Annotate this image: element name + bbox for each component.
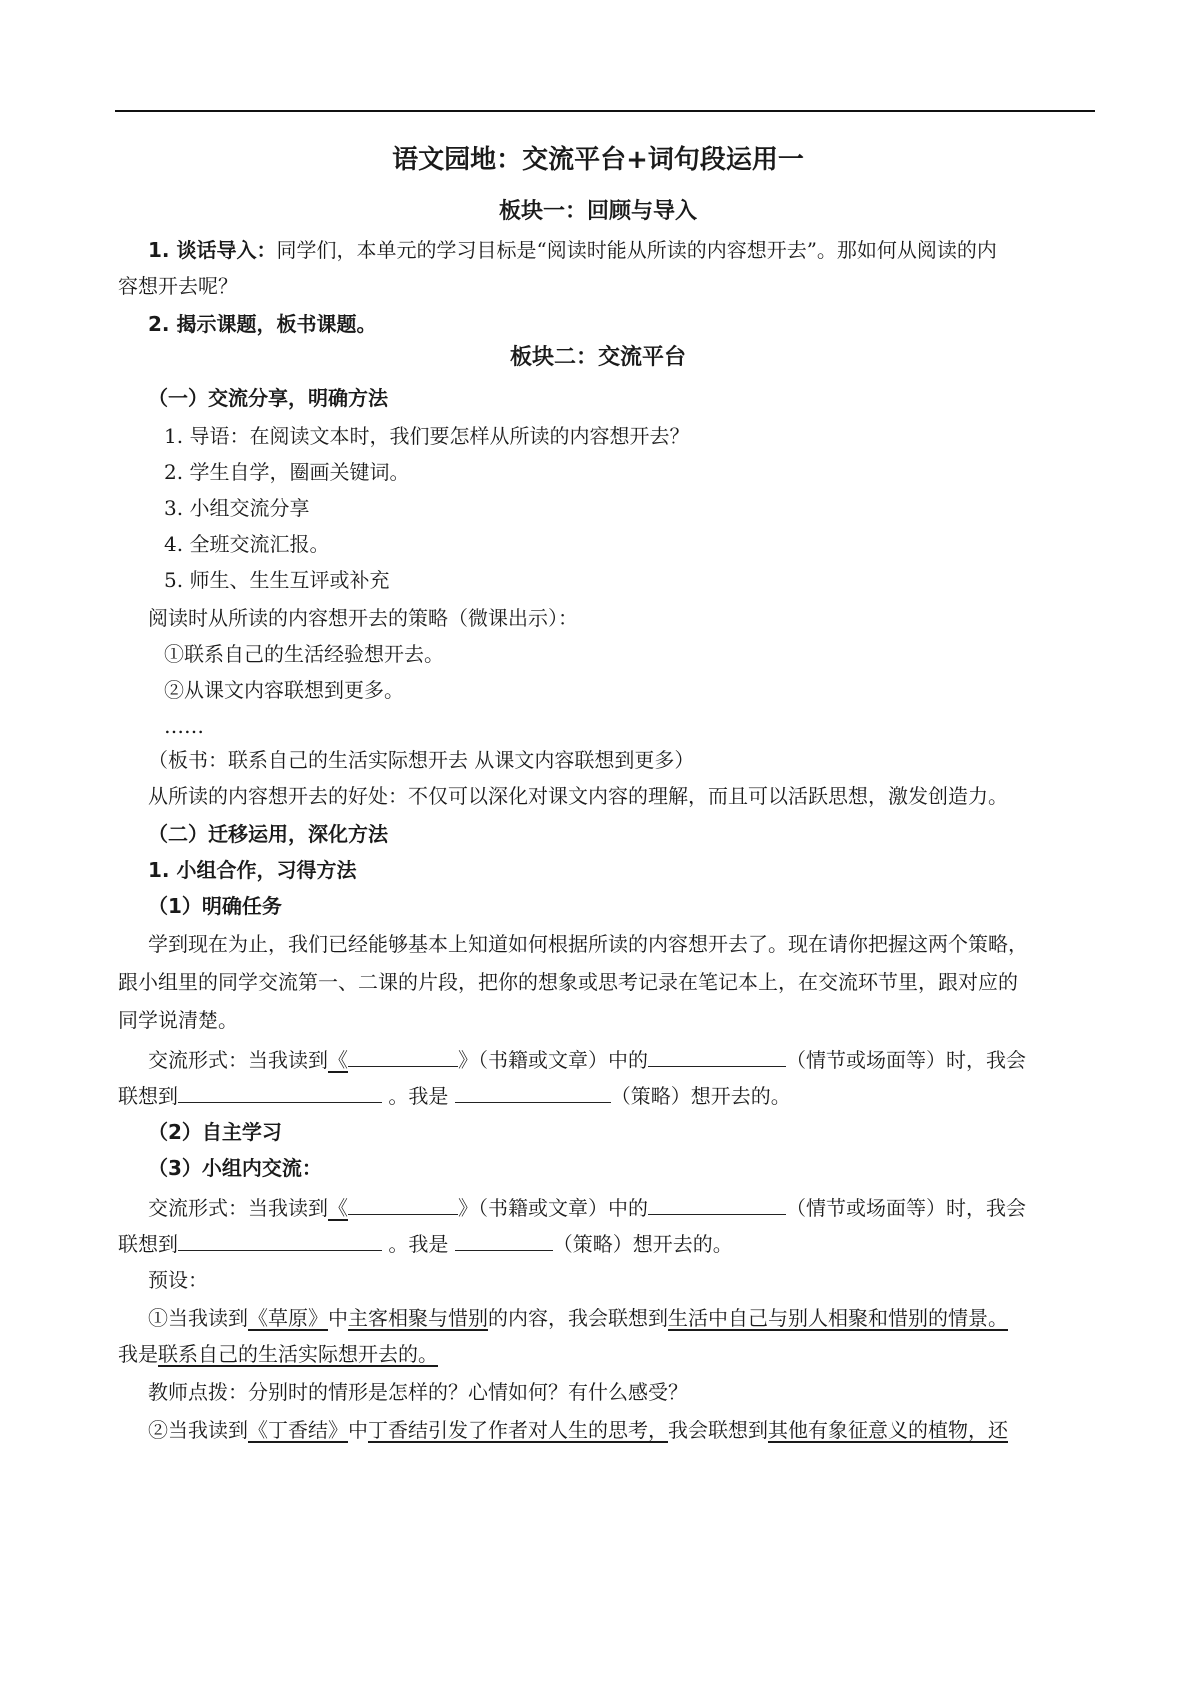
section1-heading: 板块一：回顾与导入 (498, 199, 697, 224)
scene-blank[interactable] (648, 1194, 786, 1215)
preset2-scene: 丁香结引发了作者对人生的思考， (368, 1418, 668, 1442)
form-line2-suffix: （策略）想开去的。 (610, 1084, 791, 1108)
ellipsis: …… (164, 714, 204, 738)
preset1-scene: 主客相聚与惜别 (348, 1306, 488, 1330)
scene-blank[interactable] (648, 1046, 786, 1067)
task-text-line: 跟小组里的同学交流第一、二课的片段，把你的想象或思考记录在笔记本上，在交流环节里，跟对应的 (118, 970, 1018, 994)
preset1-text-b: 中 (328, 1306, 348, 1330)
preset-label: 预设： (148, 1268, 208, 1292)
book-note: （书籍或文章）中的 (478, 1196, 648, 1220)
form-line2-prefix: 联想到 (118, 1232, 178, 1256)
strategy-item: ①联系自己的生活经验想开去。 (164, 642, 444, 666)
task-text-line: 学到现在为止，我们已经能够基本上知道如何根据所读的内容想开去了。现在请你把握这两个策略， (148, 932, 1028, 956)
book-close-bracket: 》 (458, 1196, 478, 1220)
form-line2-prefix: 联想到 (118, 1084, 178, 1108)
section2-heading: 板块二：交流平台 (509, 345, 686, 370)
book-note: （书籍或文章）中的 (478, 1048, 648, 1072)
exchange-form-line1 (148, 1046, 1026, 1072)
benefit-text: 从所读的内容想开去的好处：不仅可以深化对课文内容的理解，而且可以活跃思想，激发创造力。 (148, 784, 1008, 808)
part2-heading: （二）迁移运用，深化方法 (148, 822, 388, 846)
preset2-association: 其他有象征意义的植物，还 (768, 1418, 1008, 1442)
scene-note: （情节或场面等）时，我会 (786, 1048, 1026, 1072)
intro-paragraph-line1 (148, 238, 997, 262)
strategy-item: ②从课文内容联想到更多。 (164, 678, 404, 702)
reveal-topic-item: 2. 揭示课题，板书课题。 (148, 312, 377, 336)
book-open-bracket: 《 (328, 1048, 348, 1072)
scene-note: （情节或场面等）时，我会 (786, 1196, 1026, 1220)
book-close-bracket: 》 (458, 1048, 478, 1072)
preset2-book: 《丁香结》 (248, 1418, 348, 1442)
intro-paragraph-line2: 容想开去呢？ (118, 274, 238, 298)
form-line2-mid: 。我是 (388, 1084, 449, 1108)
board-note: （板书：联系自己的生活实际想开去 从课文内容联想到更多） (148, 748, 695, 772)
document-title: 语文园地：交流平台+词句段运用一 (392, 145, 804, 175)
preset2-text-a: ②当我读到 (148, 1418, 248, 1442)
association-blank[interactable] (178, 1082, 382, 1103)
strategy-blank[interactable] (455, 1230, 553, 1251)
preset1-strategy: 联系自己的生活实际想开去的。 (158, 1342, 438, 1366)
exchange-form-line2 (118, 1230, 733, 1256)
task-text-line: 同学说清楚。 (118, 1008, 238, 1032)
step-item: 4. 全班交流汇报。 (164, 532, 330, 556)
part1-heading: （一）交流分享，明确方法 (148, 386, 388, 410)
self-study-heading: （2）自主学习 (148, 1120, 282, 1144)
step-item: 1. 导语：在阅读文本时，我们要怎样从所读的内容想开去？ (164, 424, 690, 448)
preset1-text-d: 我是 (118, 1342, 158, 1366)
step-item: 5. 师生、生生互评或补充 (164, 568, 390, 592)
book-open-bracket: 《 (328, 1196, 348, 1220)
step-item: 3. 小组交流分享 (164, 496, 310, 520)
step-item: 2. 学生自学，圈画关键词。 (164, 460, 410, 484)
intro-label: 1. 谈话导入： (148, 238, 277, 262)
preset1-line1 (148, 1306, 1008, 1330)
book-title-blank[interactable] (348, 1194, 458, 1215)
preset1-book: 《草原》 (248, 1306, 328, 1330)
preset2-text-b: 中 (348, 1418, 368, 1442)
preset1-text-a: ①当我读到 (148, 1306, 248, 1330)
preset1-line2 (118, 1342, 438, 1366)
exchange-form-line2 (118, 1082, 791, 1108)
group-talk-heading: （3）小组内交流： (148, 1156, 322, 1180)
preset1-text-c: 的内容，我会联想到 (488, 1306, 668, 1330)
preset2-line1 (148, 1418, 1008, 1442)
exchange-form-line1 (148, 1194, 1026, 1220)
preset2-text-c: 我会联想到 (668, 1418, 768, 1442)
teacher-hint: 教师点拨：分别时的情形是怎样的？心情如何？有什么感受？ (148, 1380, 688, 1404)
book-title-blank[interactable] (348, 1046, 458, 1067)
group-heading: 1. 小组合作，习得方法 (148, 858, 357, 882)
association-blank[interactable] (178, 1230, 382, 1251)
form-prefix: 交流形式：当我读到 (148, 1196, 328, 1220)
form-prefix: 交流形式：当我读到 (148, 1048, 328, 1072)
task-heading: （1）明确任务 (148, 894, 282, 918)
strategy-intro: 阅读时从所读的内容想开去的策略（微课出示）： (148, 606, 578, 630)
form-line2-suffix: （策略）想开去的。 (552, 1232, 733, 1256)
preset1-association: 生活中自己与别人相聚和惜别的情景。 (668, 1306, 1008, 1330)
header-rule (115, 110, 1095, 112)
strategy-blank[interactable] (455, 1082, 611, 1103)
intro-text: 同学们，本单元的学习目标是“阅读时能从所读的内容想开去”。那如何从阅读的内 (276, 238, 997, 262)
form-line2-mid: 。我是 (388, 1232, 449, 1256)
